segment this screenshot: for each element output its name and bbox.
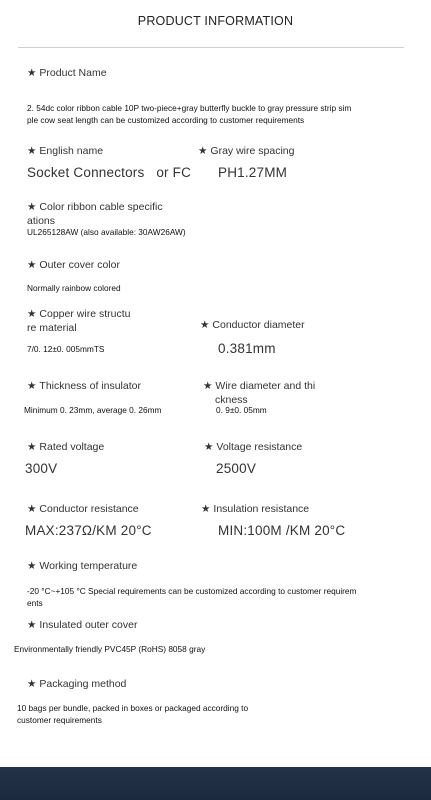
product-name-label: ★ Product Name bbox=[27, 67, 107, 79]
star-icon: ★ bbox=[203, 380, 213, 392]
english-name-label: ★ English name bbox=[27, 145, 104, 157]
conductor-diameter-value: 0.381mm bbox=[218, 341, 276, 356]
packaging-method-value-line1: 10 bags per bundle, packed in boxes or packaged according to bbox=[17, 703, 249, 713]
star-icon: ★ bbox=[27, 560, 37, 572]
insulation-resistance-label: ★ Insulation resistance bbox=[201, 503, 310, 515]
copper-wire-value: 7/0. 12±0. 005mmTS bbox=[27, 344, 105, 354]
star-icon: ★ bbox=[201, 503, 211, 515]
ribbon-spec-label-line1: ★ Color ribbon cable specific bbox=[27, 201, 163, 213]
conductor-resistance-label: ★ Conductor resistance bbox=[27, 503, 139, 515]
star-icon: ★ bbox=[198, 145, 208, 157]
star-icon: ★ bbox=[27, 67, 37, 79]
insulation-resistance-value: MIN:100M /KM 20°C bbox=[218, 523, 346, 538]
copper-wire-label-line2: re material bbox=[27, 322, 77, 334]
page-title: PRODUCT INFORMATION bbox=[137, 14, 294, 28]
star-icon: ★ bbox=[27, 259, 37, 271]
star-icon: ★ bbox=[204, 441, 214, 453]
product-name-value-line1: 2. 54dc color ribbon cable 10P two-piece+gray butterfly buckle to gray pressure strip sim bbox=[27, 103, 352, 113]
title-divider bbox=[18, 47, 404, 48]
ribbon-spec-value: UL265128AW (also available: 30AW26AW) bbox=[27, 227, 186, 237]
gray-wire-spacing-label: ★ Gray wire spacing bbox=[198, 145, 295, 157]
working-temperature-label: ★ Working temperature bbox=[27, 560, 138, 572]
rated-voltage-label: ★ Rated voltage bbox=[27, 441, 105, 453]
wire-diameter-label-line1: ★ Wire diameter and thi bbox=[203, 380, 316, 392]
working-temperature-value-line1: -20 °C~+105 °C Special requirements can be customized according to customer requirem bbox=[27, 586, 357, 596]
insulated-outer-cover-label: ★ Insulated outer cover bbox=[27, 619, 138, 631]
outer-cover-color-value: Normally rainbow colored bbox=[27, 283, 121, 293]
product-name-value-line2: ple cow seat length can be customized according to customer requirements bbox=[27, 115, 305, 125]
star-icon: ★ bbox=[27, 201, 37, 213]
voltage-resistance-value: 2500V bbox=[216, 461, 257, 476]
copper-wire-label-line1: ★ Copper wire structu bbox=[27, 308, 131, 320]
wire-diameter-value: 0. 9±0. 05mm bbox=[216, 405, 267, 415]
gray-wire-spacing-value: PH1.27MM bbox=[218, 165, 288, 180]
conductor-resistance-value: MAX:237Ω/KM 20°C bbox=[25, 523, 152, 538]
footer-band bbox=[0, 767, 431, 800]
ribbon-spec-label-line2: ations bbox=[27, 215, 56, 227]
wire-diameter-label-line2: ckness bbox=[215, 394, 248, 406]
voltage-resistance-label: ★ Voltage resistance bbox=[204, 441, 303, 453]
packaging-method-value-line2: customer requirements bbox=[17, 715, 102, 725]
insulator-thickness-label: ★ Thickness of insulator bbox=[27, 380, 141, 392]
packaging-method-label: ★ Packaging method bbox=[27, 678, 127, 690]
star-icon: ★ bbox=[27, 441, 37, 453]
conductor-diameter-label: ★ Conductor diameter bbox=[200, 319, 305, 331]
star-icon: ★ bbox=[27, 308, 37, 320]
insulator-thickness-value: Minimum 0. 23mm, average 0. 26mm bbox=[24, 405, 162, 415]
star-icon: ★ bbox=[27, 619, 37, 631]
star-icon: ★ bbox=[27, 678, 37, 690]
rated-voltage-value: 300V bbox=[25, 461, 58, 476]
star-icon: ★ bbox=[27, 380, 37, 392]
working-temperature-value-line2: ents bbox=[27, 598, 43, 608]
star-icon: ★ bbox=[27, 145, 37, 157]
star-icon: ★ bbox=[27, 503, 37, 515]
english-name-value: Socket Connectors or FC bbox=[27, 165, 192, 180]
insulated-outer-cover-value: Environmentally friendly PVC45P (RoHS) 8058 gray bbox=[14, 644, 206, 654]
outer-cover-color-label: ★ Outer cover color bbox=[27, 259, 120, 271]
star-icon: ★ bbox=[200, 319, 210, 331]
